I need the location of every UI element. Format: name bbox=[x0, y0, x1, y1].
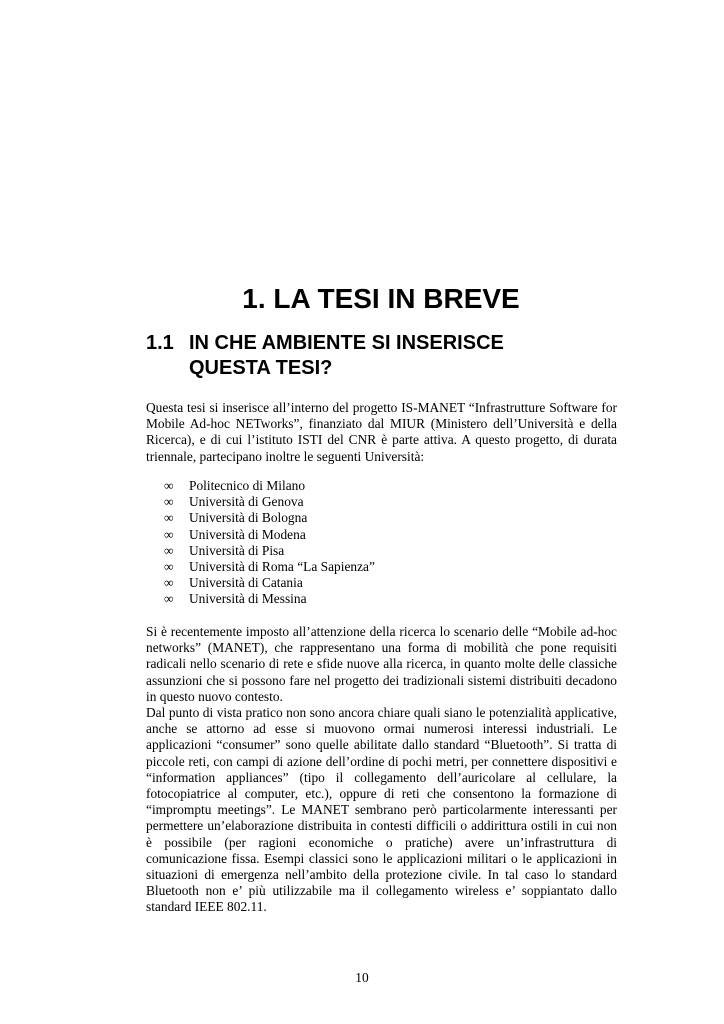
infinity-bullet-icon: ∞ bbox=[164, 591, 174, 607]
list-item-label: Università di Messina bbox=[189, 591, 307, 607]
list-item bbox=[164, 527, 564, 543]
infinity-bullet-icon: ∞ bbox=[164, 526, 174, 542]
paragraph-applications: Dal punto di vista pratico non sono ancora chiare quali siano le potenzialità applicative, anche se attorno ad esse si muovono ormai numerosi interessi industriali. Le applicazioni “consumer” sono quelle abilitate dallo standard “Bluetooth”. Si tratta di piccole reti, con campi di azione dell’ordine di pochi metri, per connettere dispositivi e “information appliances” (tipo il collegamento dell’auricolare al cellulare, la fotocopiatrice al computer, etc.), oppure di reti che consentono la formazione di “impromptu meetings”. Le MANET sembrano però particolarmente interessanti per permettere un’elaborazione distribuita in contesti difficili o addirittura ostili in cui non è possibile (per ragioni economiche o pratiche) avere un’infrastruttura di comunicazione fissa. Esempi classici sono le applicazioni militari o le applicazioni in situazioni di emergenza nell’ambito della protezione civile. In tal caso lo standard Bluetooth non e’ più utilizzabile ma il collegamento wireless e’ soppiantato dallo standard IEEE 802.11. bbox=[146, 705, 617, 915]
list-item bbox=[164, 478, 564, 494]
infinity-bullet-icon: ∞ bbox=[164, 510, 174, 526]
infinity-bullet-icon: ∞ bbox=[164, 542, 174, 558]
list-item-label: Università di Bologna bbox=[189, 510, 308, 526]
section-number: 1.1 bbox=[146, 332, 174, 354]
list-item-label: Università di Modena bbox=[189, 526, 306, 542]
list-item-label: Università di Genova bbox=[189, 494, 304, 510]
section-title-line-2: QUESTA TESI? bbox=[189, 357, 333, 379]
list-item-label: Università di Pisa bbox=[189, 542, 285, 558]
paragraph-manet-intro: Si è recentemente imposto all’attenzione della ricerca lo scenario delle “Mobile ad-hoc networks” (MANET), che rappresentano una forma di mobilità che pone requisiti radicali nello scenario di rete e sfide nuove alla ricerca, in quanto molte delle classiche assunzioni che si possono fare nel progetto dei tradizionali sistemi distribuiti decadono in questo nuovo contesto. bbox=[146, 624, 617, 704]
list-item-label: Politecnico di Milano bbox=[189, 478, 306, 493]
list-item bbox=[164, 494, 564, 510]
list-item bbox=[164, 575, 564, 591]
list-item bbox=[164, 591, 564, 607]
list-item-label: Università di Roma “La Sapienza” bbox=[189, 558, 375, 574]
infinity-bullet-icon: ∞ bbox=[164, 575, 174, 591]
list-item bbox=[164, 543, 564, 559]
list-item bbox=[164, 559, 564, 575]
section-heading bbox=[146, 331, 616, 381]
infinity-bullet-icon: ∞ bbox=[164, 494, 174, 510]
page-number: 10 bbox=[355, 970, 369, 985]
body-paragraphs bbox=[146, 624, 617, 916]
infinity-bullet-icon: ∞ bbox=[164, 478, 174, 493]
infinity-bullet-icon: ∞ bbox=[164, 558, 174, 574]
chapter-title: 1. LA TESI IN BREVE bbox=[242, 283, 520, 314]
list-item-label: Università di Catania bbox=[189, 575, 303, 591]
section-title-line-1: IN CHE AMBIENTE SI INSERISCE bbox=[189, 332, 504, 354]
list-item bbox=[164, 510, 564, 526]
university-list bbox=[164, 478, 564, 608]
intro-text: Questa tesi si inserisce all’interno del progetto IS-MANET “Infrastrutture Software for Mobile Ad-hoc NETworks”, finanziato dal MIUR (Ministero dell’Università e della Ricerca), e di cui l’istituto ISTI del CNR è parte attiva. A questo progetto, di durata triennale, partecipano inoltre le seguenti Università: bbox=[146, 400, 617, 464]
intro-paragraph bbox=[146, 400, 617, 465]
